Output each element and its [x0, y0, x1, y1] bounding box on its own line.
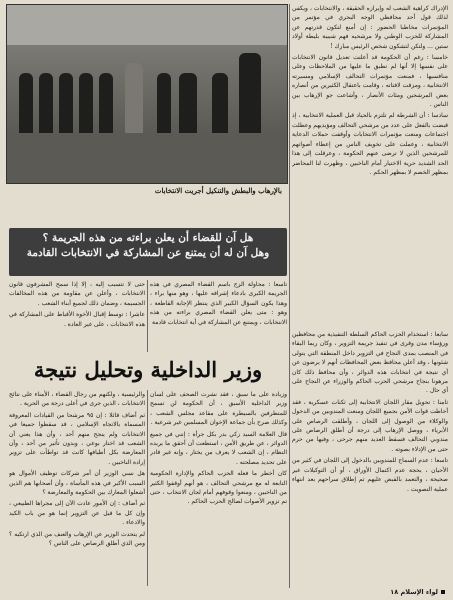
article-headline: وزير الداخلية وتحليل نتيجة	[33, 357, 263, 382]
column-bottom-left	[9, 390, 145, 586]
paragraph: الإدراك كراهية الشعب له وإبرازه الحقيقة ، والانتخابات ، ويكفي لذلك قول أحد محافظي الوجه البحري في مؤتمر من المؤتمرات مخاطبا الحضور : إن أمنع لتكون قدرتهم عن المشاركة للحزب الوطني ولا مرشحيه فهم شبيبة بليطة أولاد ستين ... ولتكن لتشكون شخص الرئيس مبارك !	[292, 5, 448, 50]
paragraph: ثم أضاف قائلا : إن ٩٥ مرشحا من القيادات المعروفة المسماة بالاتجاه الإسلامي ، قد سقطوا جميعا في الانتخابات ولم ينجح منهم أحد ، وأن هذا يعني أن الشعب قد اختار بوعي ، وبدون تأثير من أحد ، وأن المعارضة بكل أطيافها كانت قد تواطأت على تزوير إرادة الناخبين .	[9, 411, 145, 466]
highlight-banner	[9, 228, 287, 276]
paragraph: سادسا : أن الشرطة لم تلتزم بالحياد قبل العملية الانتخابية ، إذ قبضت بالفعل على عدد من مرشحي التحالف ومؤيديهم وعطلت اجتماعات ومنعت مؤتمرات الانتخابات وأوقفت حملات الدعاية الانتخابية ، وعملت على تخويف الناس من إعطاء أصواتهم للمرشحين الذين لا ترضى عنهم الحكومة ، وعرقلت إلى هذا الحد الشديد حرية الاختيار أمام الناخبين ، وظهرت لنا المحاضر بمظهر الخصم لا بمظهر الحكم .	[292, 112, 448, 176]
footer-label: لواء الإسلام ١٨	[390, 588, 438, 596]
paragraph: ثم أضاف : إن الأمور عادت الآن إلى مجراها الطبيعي ، وإن كل ما قيل عن التزوير إنما هو من باب الكيد والادعاء .	[9, 500, 145, 527]
paragraph: تاسعا : محاولة الزج باسم القضاء المصري في هذه الجريمة الكبرى بادعاء إشرافه عليها ، وهو منها براء ، وهذا يكون السؤال الكبير الذي ينتظر الإجابة القاطعة ، وهو : متى يعلن القضاء المصري براءته من هذه الانتخابات ، ويمتنع عن المشاركة في أية انتخابات قادمة	[150, 281, 287, 326]
column-middle	[150, 280, 287, 352]
paragraph: حتى لا تتسبب إليه ، إلا إذا سمح المشرفون قانون الانتخابات ، وأعلن عن مقاومة من هذه المخالفات الجسيمة ، وضمان ذلك لجميع أبناء الشعب .	[9, 281, 145, 307]
news-photo	[6, 4, 288, 184]
paragraph: خامسا : رغم أن الحكومة قد أعلنت تعديل قانون الانتخابات على نفسها إلا أنها لم تطبق ما عليها من الملاحظات وعلى منافسيها ، فمنعت مؤتمرات التحالف الإسلامي ومسيرته الانتخابية ، ومزقت لافتاته ، وقامت باعتقال الكثيرين من أنصاره بعض المرشحين ومئات الأنصار ، وأشاعت جو الإرهاب بين الناس .	[292, 54, 448, 109]
column-right-bottom	[292, 330, 448, 588]
paragraph: وزيادة على ما سبق ، فقد نشرت الصحف على لسان وزير الداخلية الأسبق ، أن الحكومة لن تسمح للمتطرفين بالسيطرة على مقاعد مجلس الشعب ، وكذلك صرح بأن جماعة الإخوان المسلمين غير شرعية .	[150, 391, 287, 427]
column-right-top	[292, 4, 448, 334]
column-left	[9, 280, 145, 352]
paragraph: والرئيسية ، ولكنهم من رجال القضاء ، الأمناء على نتائج الانتخابات ، الذين جرى في أعلى درجة من الحرية .	[9, 391, 145, 408]
paragraph: تاسعا : عدم السماح للمندوبين بالدخول إلى اللجان في كثير من الأحيان ، بحجة عدم اكتمال الأوراق ، أو أن التوكيلات غير صحيحة ، والتعمد بالقبض عليهم ثم إطلاق سراحهم بعد انتهاء عملية التصويت .	[292, 457, 448, 493]
column-divider	[289, 4, 290, 588]
paragraph: سابعا : استخدام الحزب الحاكم السلطة التنفيذية من محافظين ورؤساء مدن وقرى في تنفيذ جريمة التزوير ، وكان ربما البقاء في المنصب بمدى النجاح في التزوير داخل المنطقة التي يتولى شئونها ، وقد أعلن محافظ بعض المحافظات أنهم لا يرضون عن أي نتيجة في انتخابات هذه الدوائر ، وأن محافظ ذلك كان مرهونا بنجاح مرشحي الحزب الحاكم والوزراء عن النجاح على أي حال .	[292, 331, 448, 395]
paragraph: كان أخطر ما فعله الحزب الحاكم والإدارة الحكومية التابعة له مع مرشحي التحالف ، هو أنهم أوقفوا الكثير من الناخبين ، ومنعوا وقوفهم أمام لجان الانتخاب ، حتى تم تزوير الأصوات لصالح الحزب الحاكم .	[150, 470, 287, 506]
page-footer	[390, 588, 445, 598]
banner-line: هل آن للقضاء أن يعلن براءته من هذه الجريمة ؟	[42, 232, 254, 244]
paragraph: عاشرا : توسط إقبال الأخوة الأقباط على المشاركة في هذه الانتخابات ، على غير العادة .	[9, 311, 145, 328]
banner-line: وهل آن له أن يمتنع عن المشاركة في الانتخابات القادمة	[26, 247, 270, 259]
paragraph: قال العلامة السيد زكي بدر بكل جرأة : إنني في جميع الدوائر ، عن طريق الأمن ، استطعت أن أحقق ما يريده النظام ، إن الشعب لا يعرف من يختار ، وإنه غير قادر على تحديد مصلحته .	[150, 430, 287, 466]
column-divider	[147, 280, 148, 352]
paragraph: ثامنا : تحويل مقار اللجان الانتخابية إلى ثكنات عسكرية ، فقد أحاطت قوات الأمن بجميع اللجان ومنعت المندوبين من الدخول والوكلاء من الوصول إلى اللجان ، وأطلقت الرصاص على الأبرياء ، ووصل الإرهاب إلى درجة أن أطلق الرصاص على مندوبي التحالف فسقط العديد منهم جرحى ، وفيها من حرم حتى من الإدلاء بصوته .	[292, 398, 448, 453]
bullet-icon	[441, 590, 445, 594]
column-divider	[147, 390, 148, 586]
column-bottom-middle	[150, 390, 287, 586]
paragraph: هل نسي الوزير أن أمر شركات توظيف الأموال هو السبب الأكبر في هذه المأساة ، وأن أصحابها هم الذين أشعلوا المعارك بين الحكومة والمعارضة ؟	[9, 470, 145, 497]
paragraph: لم يتحدث الوزير عن الإرهاب والعنف من الذي ارتكبه ؟ ومن الذي أطلق الرصاص على الناس ؟	[9, 530, 145, 548]
photo-caption: بالإرهاب والبطش والتنكيل أجريت الانتخابات	[154, 186, 282, 195]
